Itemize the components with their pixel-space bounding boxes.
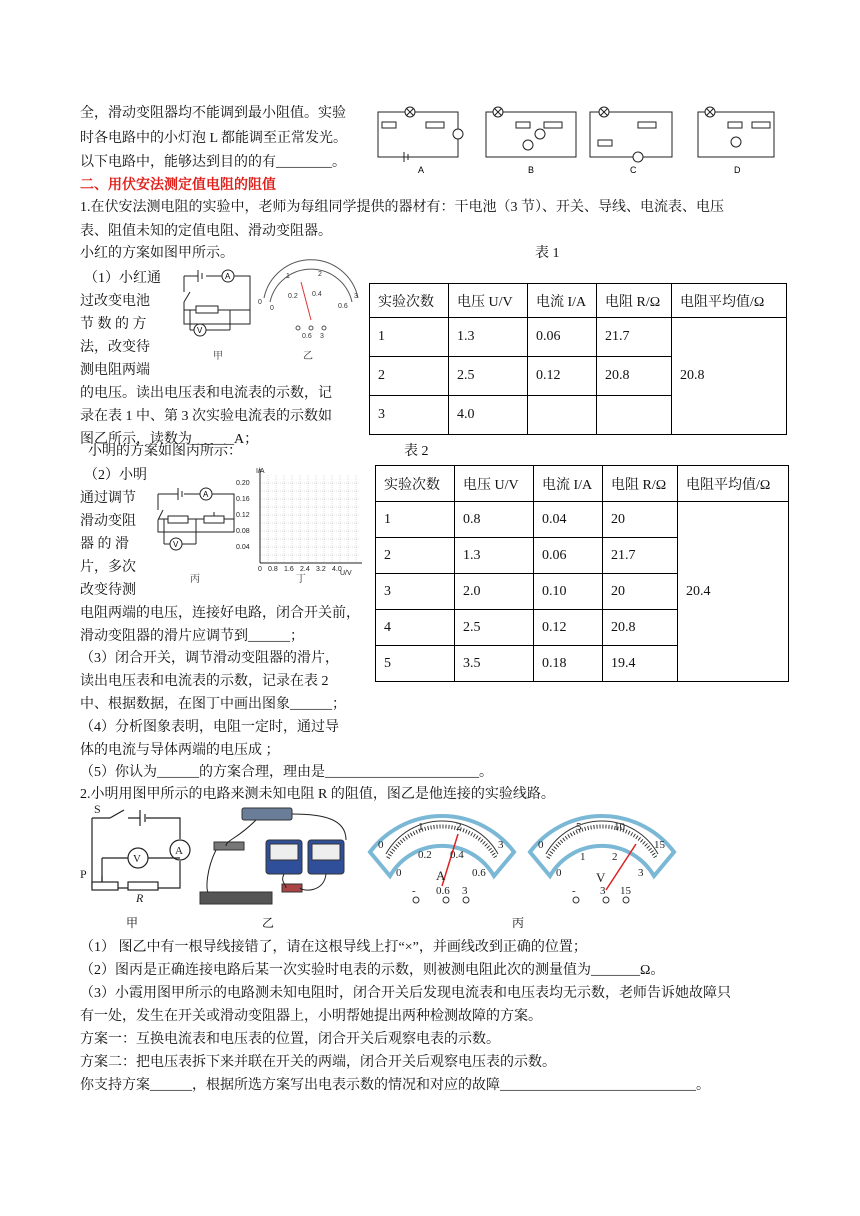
q2-voltmeter-top-0: 0 — [538, 839, 544, 851]
section-title: 二、用伏安法测定值电阻的阻值 — [80, 178, 276, 193]
q1-p1-g: 录在表 1 中、第 3 次实验电流表的示数如 — [80, 409, 332, 424]
t2-r4-c3: 20.8 — [603, 610, 678, 646]
circuit-label-d: D — [734, 165, 741, 175]
q1-p2-g: 电阻两端的电压，连接好电路，闭合开关前， — [80, 606, 360, 621]
q2-resistor-label: R — [136, 891, 144, 905]
graph-ding-figure — [232, 465, 367, 580]
t2-r4-c0: 4 — [376, 610, 455, 646]
fig-jia-label: 甲 — [213, 351, 223, 362]
q1-ming-plan: 小明的方案如图丙所示： — [88, 444, 242, 459]
ding-y-tick-1: 0.20 — [236, 480, 250, 487]
q1-p2-e: 片，多次 — [80, 560, 136, 575]
q2-switch-label: S — [94, 802, 101, 816]
t1-r2-c0: 2 — [370, 357, 449, 396]
t1-r1-c0: 1 — [370, 318, 449, 357]
t2-r5-c0: 5 — [376, 646, 455, 682]
q1-p5: （5）你认为______的方案合理，理由是______________________。 — [80, 765, 493, 780]
q2-ammeter-dial — [366, 800, 518, 908]
q2-ammeter-unit: A — [436, 868, 446, 883]
q2-ammeter-bottom-0: 0 — [396, 867, 402, 879]
yi-top-0: 0 — [258, 299, 262, 306]
q2-ammeter-top-2: 2 — [456, 821, 462, 833]
ding-x-axis-label: U/V — [340, 570, 352, 577]
q2-s3a: （3）小霞用图甲所示的电路测未知电阻时，闭合开关后发现电流表和电压表均无示数，老师告诉她故障只 — [80, 986, 731, 1001]
t1-h-3: 电阻 R/Ω — [597, 284, 672, 318]
yi-top-3: 3 — [354, 293, 358, 300]
circuit-jia-figure — [176, 266, 256, 346]
ding-y-tick-4: 0.08 — [236, 528, 250, 535]
q2-voltmeter-top-10: 10 — [614, 821, 625, 833]
t1-r1-c3: 21.7 — [597, 318, 672, 357]
q1-p2-a: （2）小明 — [84, 468, 147, 483]
t2-r5-c1: 3.5 — [455, 646, 534, 682]
circuit-label-b: B — [528, 165, 535, 175]
t1-average: 20.8 — [672, 318, 787, 435]
ding-x-tick-0: 0 — [258, 566, 262, 573]
q2-voltmeter-term-15: 15 — [620, 885, 631, 897]
q2-ammeter-bottom-3: 0.6 — [472, 867, 486, 879]
q2-ammeter-term-06: 0.6 — [436, 885, 450, 897]
t2-r2-c0: 2 — [376, 538, 455, 574]
top-line-1: 全，滑动变阻器均不能调到最小阻值。实验 — [80, 106, 346, 121]
q2-voltmeter-bottom-3: 3 — [638, 867, 644, 879]
t2-r3-c1: 2.0 — [455, 574, 534, 610]
ammeter-yi-figure — [256, 270, 366, 340]
ding-y-tick-5: 0.04 — [236, 544, 250, 551]
circuit-label-a: A — [418, 165, 425, 175]
q2-ammeter-bottom-1: 0.2 — [418, 849, 432, 861]
q2-apparatus-yi-figure — [196, 800, 356, 910]
q1-p1-c: 节 数 的 方 — [80, 317, 147, 332]
q2-ammeter-bottom-2: 0.4 — [450, 849, 464, 861]
ding-x-tick-4: 3.2 — [316, 566, 326, 573]
circuit-options-figure — [368, 100, 788, 175]
t2-r3-c3: 20 — [603, 574, 678, 610]
q2-voltmeter-dial — [526, 800, 678, 908]
q2-intro: 2.小明用图甲所示的电路来测未知电阻 R 的阻值，图乙是他连接的实验线路。 — [80, 787, 555, 802]
t2-r2-c2: 0.06 — [534, 538, 603, 574]
t1-r2-c1: 2.5 — [449, 357, 528, 396]
t1-r2-c2: 0.12 — [528, 357, 597, 396]
jia-ammeter-symbol: A — [225, 272, 231, 281]
q2-ammeter-top-1: 1 — [418, 821, 424, 833]
q2-ammeter-top-0: 0 — [378, 839, 384, 851]
t1-r1-c2: 0.06 — [528, 318, 597, 357]
q2-voltmeter-term-neg: - — [572, 885, 576, 897]
q1-p1-e: 测电阻两端 — [80, 363, 150, 378]
t2-h-2: 电流 I/A — [534, 466, 603, 502]
q1-p2-b: 通过调节 — [80, 491, 136, 506]
q1-p1-h: 图乙所示，读数为______A； — [80, 432, 259, 447]
t2-r1-c3: 20 — [603, 502, 678, 538]
q2-support: 你支持方案______，根据所选方案写出电表示数的情况和对应的故障____________________________。 — [80, 1078, 710, 1093]
table1-caption: 表 1 — [535, 246, 560, 261]
q2-jia-ammeter-symbol: A — [175, 845, 183, 857]
q2-voltmeter-term-3: 3 — [600, 885, 606, 897]
q2-voltmeter-top-5: 5 — [576, 821, 582, 833]
circuit-label-c: C — [630, 165, 637, 175]
t2-r1-c1: 0.8 — [455, 502, 534, 538]
q1-p1-d: 法，改变待 — [80, 340, 150, 355]
ding-y-tick-2: 0.16 — [236, 496, 250, 503]
t1-r3-c0: 3 — [370, 396, 449, 435]
yi-bottom-1: 0.2 — [288, 293, 298, 300]
table-1 — [369, 283, 787, 435]
q1-p2-d: 器 的 滑 — [80, 537, 129, 552]
q1-p1-a: （1）小红通 — [84, 271, 161, 286]
q1-p2-h: 滑动变阻器的滑片应调节到______； — [80, 629, 304, 644]
yi-bottom-2: 0.4 — [312, 291, 322, 298]
bing-ammeter-symbol: A — [203, 490, 209, 499]
ding-x-tick-2: 1.6 — [284, 566, 294, 573]
yi-terminal-06: 0.6 — [302, 333, 312, 340]
q2-fig-bing-label: 丙 — [512, 916, 525, 930]
t1-h-4: 电阻平均值/Ω — [672, 284, 787, 318]
yi-top-2: 2 — [318, 271, 322, 278]
yi-bottom-3: 0.6 — [338, 303, 348, 310]
yi-top-1: 1 — [286, 273, 290, 280]
q2-ammeter-term-3: 3 — [462, 885, 468, 897]
t2-r1-c0: 1 — [376, 502, 455, 538]
yi-bottom-0: 0 — [270, 305, 274, 312]
q2-voltmeter-bottom-1: 1 — [580, 851, 586, 863]
t1-r3-c2 — [528, 396, 597, 435]
bing-voltmeter-symbol: V — [173, 540, 179, 549]
q1-p1-b: 过改变电池 — [80, 294, 150, 309]
fig-bing-label: 丙 — [190, 574, 200, 585]
t1-h-2: 电流 I/A — [528, 284, 597, 318]
t2-r5-c3: 19.4 — [603, 646, 678, 682]
t1-r2-c3: 20.8 — [597, 357, 672, 396]
t2-h-4: 电阻平均值/Ω — [678, 466, 789, 502]
t2-r5-c2: 0.18 — [534, 646, 603, 682]
t1-r3-c3 — [597, 396, 672, 435]
q2-s2: （2）图丙是正确连接电路后某一次实验时电表的示数，则被测电阻此次的测量值为_______Ω。 — [80, 963, 665, 978]
q1-hong-plan: 小红的方案如图甲所示。 — [80, 246, 234, 261]
q2-voltmeter-top-15: 15 — [654, 839, 665, 851]
q2-fig-jia-label: 甲 — [126, 916, 139, 930]
t2-r4-c2: 0.12 — [534, 610, 603, 646]
fig-yi-label: 乙 — [303, 351, 313, 362]
table2-caption: 表 2 — [404, 444, 429, 459]
t2-average: 20.4 — [678, 502, 789, 682]
q2-slider-label: P — [80, 867, 87, 881]
q2-plan2: 方案二：把电压表拆下来并联在开关的两端，闭合开关后观察电压表的示数。 — [80, 1055, 556, 1070]
q2-circuit-jia-figure — [80, 802, 190, 905]
t1-r1-c1: 1.3 — [449, 318, 528, 357]
top-line-3: 以下电路中，能够达到目的的有________。 — [80, 155, 346, 170]
table-2 — [375, 465, 789, 682]
q2-voltmeter-bottom-2: 2 — [612, 851, 618, 863]
t2-r2-c3: 21.7 — [603, 538, 678, 574]
t2-r4-c1: 2.5 — [455, 610, 534, 646]
t2-r3-c2: 0.10 — [534, 574, 603, 610]
ding-x-tick-1: 0.8 — [268, 566, 278, 573]
q2-jia-voltmeter-symbol: V — [133, 853, 141, 865]
t2-r2-c1: 1.3 — [455, 538, 534, 574]
ding-x-tick-5: 4.0 — [332, 566, 342, 573]
q2-ammeter-top-3: 3 — [498, 839, 504, 851]
q1-p2-f: 改变待测 — [80, 583, 136, 598]
t2-h-1: 电压 U/V — [455, 466, 534, 502]
t2-h-0: 实验次数 — [376, 466, 455, 502]
q1-p4-a: （4）分析图象表明，电阻一定时，通过导 — [80, 720, 339, 735]
q2-voltmeter-bottom-0: 0 — [556, 867, 562, 879]
q1-p3-c: 中、根据数据，在图丁中画出图象______； — [80, 697, 346, 712]
q1-p2-c: 滑动变阻 — [80, 514, 136, 529]
yi-terminal-3: 3 — [320, 333, 324, 340]
q2-s1: （1） 图乙中有一根导线接错了，请在这根导线上打“×”，并画线改到正确的位置； — [80, 940, 587, 955]
q1-p1-f: 的电压。读出电压表和电流表的示数，记 — [80, 386, 332, 401]
ding-y-tick-3: 0.12 — [236, 512, 250, 519]
circuit-bing-figure — [150, 482, 240, 562]
t2-h-3: 电阻 R/Ω — [603, 466, 678, 502]
q2-plan1: 方案一：互换电流表和电压表的位置，闭合开关后观察电表的示数。 — [80, 1032, 500, 1047]
ding-y-axis-label: I/A — [256, 468, 265, 475]
q2-ammeter-term-neg: - — [412, 885, 416, 897]
t2-r3-c0: 3 — [376, 574, 455, 610]
top-line-2: 时各电路中的小灯泡 L 都能调至正常发光。 — [80, 131, 348, 146]
q1-intro-1: 1.在伏安法测电阻的实验中，老师为每组同学提供的器材有：干电池（3 节）、开关、导线、电流表、电压 — [80, 200, 724, 215]
q2-voltmeter-unit: V — [596, 870, 606, 885]
q1-intro-2: 表、阻值未知的定值电阻、滑动变阻器。 — [80, 224, 332, 239]
ding-x-tick-3: 2.4 — [300, 566, 310, 573]
q1-p3-b: 读出电压表和电流表的示数，记录在表 2 — [80, 674, 329, 689]
t1-h-0: 实验次数 — [370, 284, 449, 318]
jia-voltmeter-symbol: V — [197, 326, 203, 335]
q1-p3-a: （3）闭合开关，调节滑动变阻器的滑片， — [80, 651, 339, 666]
fig-ding-label: 丁 — [296, 574, 306, 585]
t1-h-1: 电压 U/V — [449, 284, 528, 318]
t2-r1-c2: 0.04 — [534, 502, 603, 538]
q2-fig-yi-label: 乙 — [262, 916, 275, 930]
q1-p4-b: 体的电流与导体两端的电压成 ； — [80, 743, 280, 758]
q2-s3b: 有一处，发生在开关或滑动变阻器上，小明帮她提出两种检测故障的方案。 — [80, 1009, 542, 1024]
t1-r3-c1: 4.0 — [449, 396, 528, 435]
